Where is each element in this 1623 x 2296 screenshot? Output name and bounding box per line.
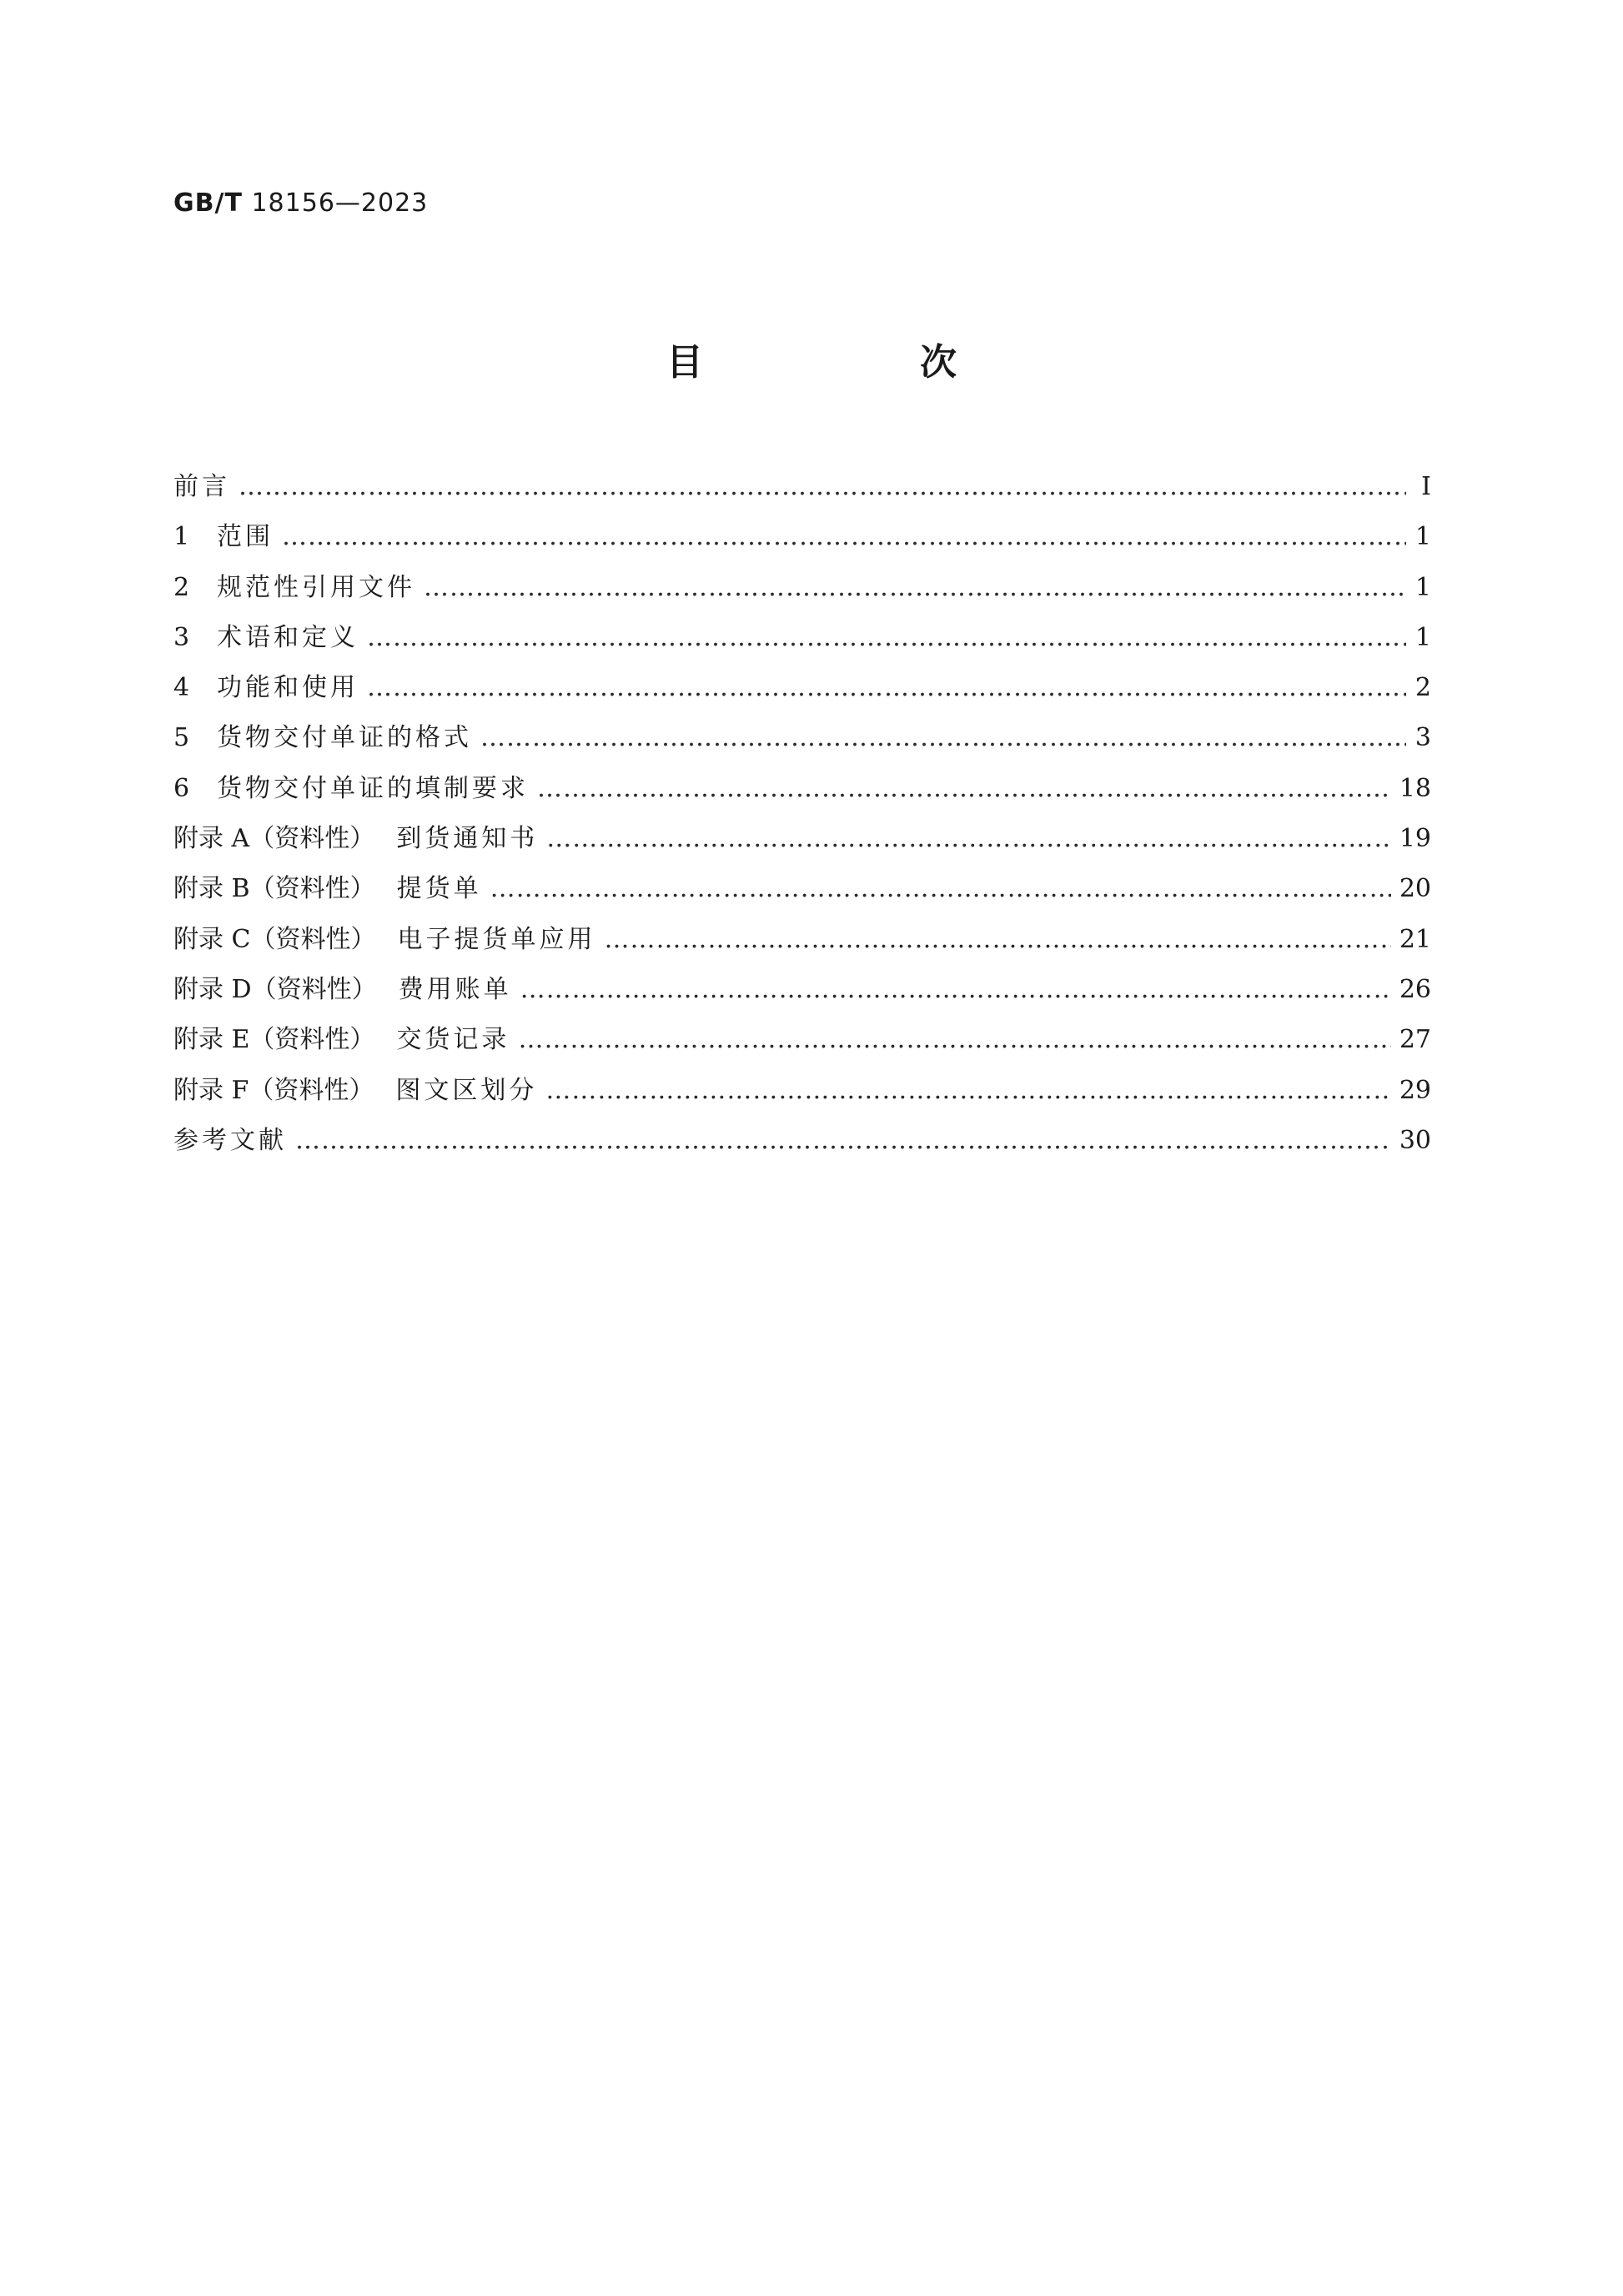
toc-leader-dots (367, 673, 1406, 702)
toc-entry-label: 范围 (217, 522, 274, 552)
toc-entry-label: 货物交付单证的填制要求 (217, 773, 529, 803)
toc-leader-dots (520, 975, 1391, 1004)
toc-page-number: 27 (1399, 1025, 1431, 1055)
toc-annex-prefix: 附录 D（资料性） (173, 974, 377, 1004)
toc-page-number: 1 (1414, 572, 1431, 602)
toc-entry-foreword[interactable] (173, 465, 1431, 515)
toc-entry-label: 到货通知书 (396, 824, 539, 854)
toc-leader-dots (295, 1126, 1391, 1155)
toc-entry-bibliography[interactable] (173, 1119, 1431, 1169)
toc-page-number: 3 (1414, 723, 1431, 753)
toc-entry-label: 功能和使用 (217, 673, 359, 703)
toc-page-number: 30 (1399, 1125, 1431, 1155)
toc-annex-prefix: 附录 A（资料性） (173, 824, 375, 854)
toc-entry-label: 提货单 (396, 874, 482, 904)
toc-leader-dots (605, 925, 1391, 954)
toc-page-number: 18 (1399, 773, 1431, 803)
toc-entry-annex-c[interactable] (173, 918, 1431, 968)
toc-leader-dots (480, 723, 1406, 752)
toc-entry-label: 术语和定义 (217, 622, 359, 652)
toc-entry-annex-f[interactable] (173, 1069, 1431, 1119)
toc-leader-dots (546, 824, 1391, 853)
toc-entry-label: 货物交付单证的格式 (217, 723, 472, 753)
toc-entry-number: 1 (173, 522, 190, 552)
toc-entry-label: 前言 (173, 472, 230, 501)
toc-leader-dots (424, 573, 1406, 602)
toc-entry-annex-e[interactable] (173, 1018, 1431, 1068)
toc-entry-number: 4 (173, 673, 190, 703)
toc-entry-annex-b[interactable] (173, 867, 1431, 917)
toc-annex-prefix: 附录 F（资料性） (173, 1075, 374, 1105)
toc-leader-dots (490, 874, 1391, 903)
toc-page-number: 19 (1399, 824, 1431, 854)
toc-entry-3[interactable] (173, 616, 1431, 666)
toc-page-number: 20 (1399, 874, 1431, 904)
toc-leader-dots (518, 1025, 1390, 1054)
toc-page-number: 26 (1399, 974, 1431, 1004)
toc-annex-prefix: 附录 E（资料性） (173, 1025, 375, 1055)
toc-entry-number: 6 (173, 773, 190, 803)
toc-page-number: 29 (1399, 1075, 1431, 1105)
toc-annex-prefix: 附录 B（资料性） (173, 874, 375, 904)
toc-entry-label: 图文区划分 (395, 1075, 538, 1105)
toc-entry-label: 参考文献 (173, 1125, 287, 1155)
toc-entry-number: 2 (173, 572, 190, 602)
toc-page-number: Ⅰ (1421, 472, 1431, 501)
toc-page-number: 1 (1414, 622, 1431, 652)
page-title: 目 次 (666, 341, 1047, 384)
toc-page-number: 2 (1414, 673, 1431, 703)
toc-leader-dots (367, 623, 1406, 652)
toc-entry-number: 5 (173, 723, 190, 753)
toc-page-number: 1 (1414, 522, 1431, 552)
toc-entry-5[interactable] (173, 716, 1431, 766)
standard-header (173, 188, 428, 218)
toc-leader-dots (545, 1076, 1390, 1105)
toc-leader-dots (282, 522, 1406, 551)
standard-number: 18156—2023 (251, 188, 429, 218)
toc-leader-dots (537, 774, 1391, 803)
toc-entry-annex-d[interactable] (173, 968, 1431, 1018)
toc-entry-label: 电子提货单应用 (397, 924, 596, 954)
toc-page-number: 21 (1399, 924, 1431, 954)
toc-entry-label: 规范性引用文件 (217, 572, 415, 602)
toc-entry-6[interactable] (173, 767, 1431, 817)
toc-entry-label: 费用账单 (398, 974, 512, 1004)
toc-entry-4[interactable] (173, 666, 1431, 716)
toc-leader-dots (239, 472, 1406, 501)
toc-entry-annex-a[interactable] (173, 817, 1431, 867)
toc-annex-prefix: 附录 C（资料性） (173, 924, 376, 954)
toc-entry-label: 交货记录 (396, 1025, 510, 1055)
toc-entry-2[interactable] (173, 566, 1431, 616)
table-of-contents (173, 465, 1431, 1169)
toc-entry-1[interactable] (173, 515, 1431, 565)
toc-entry-number: 3 (173, 622, 190, 652)
standard-code: GB/T (173, 188, 243, 218)
